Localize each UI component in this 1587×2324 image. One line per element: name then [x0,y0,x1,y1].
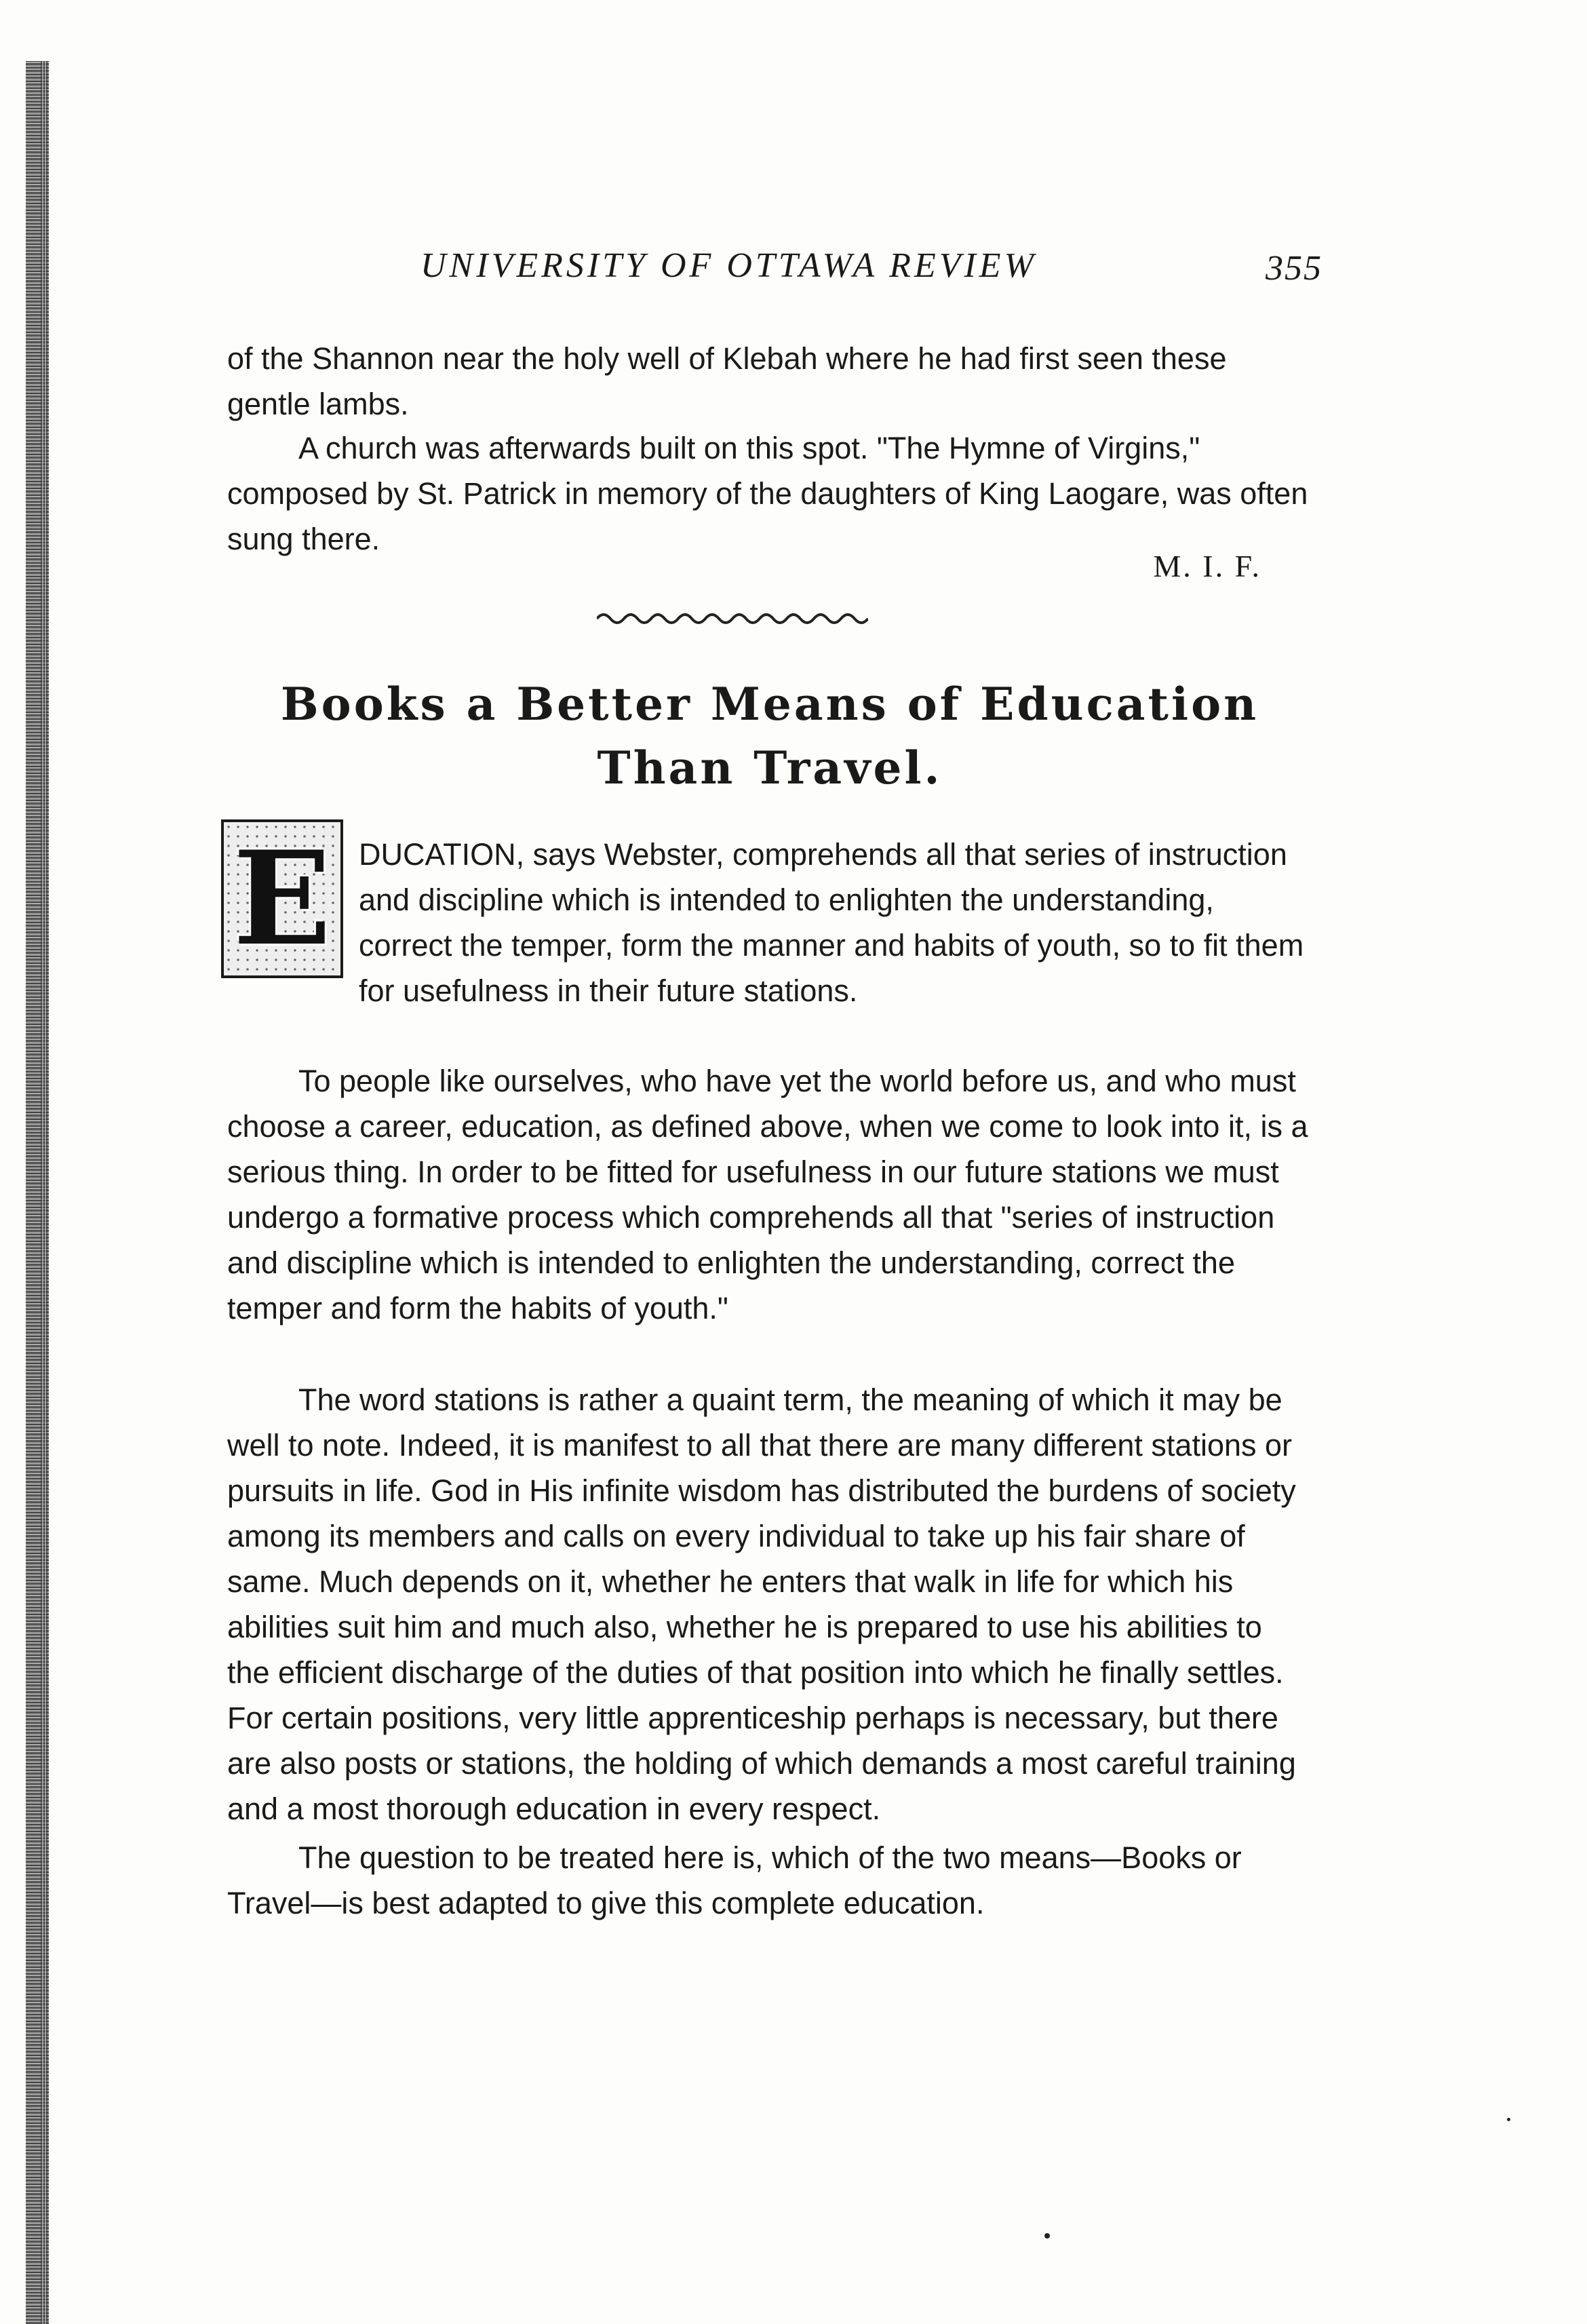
article-paragraph-1-text: DUCATION, says Webster, comprehends all that series of instruction and discipline which is intended to enlighten the understanding, correct the temper, form the manner and habits of youth, so to fit them for usefulness in their future stations. [359,837,1304,1008]
article-paragraph-2: To people like ourselves, who have yet the world before us, and who must choose a career, education, as defined above, when we come to look into it, is a serious thing. In order to be fitted for usefulness in our future stations we must undergo a formative process which comprehends all that "series of instruction and discipline which is intended to enlighten the understanding, correct the temper and form the habits of youth." [227,1064,1308,1325]
author-signature: M. I. F. [1153,549,1261,583]
article-title-line-1: Books a Better Means of Education [280,678,1259,731]
speck [1507,2118,1510,2121]
article-title-line-2: Than Travel. [597,741,943,794]
article-paragraph-4: The question to be treated here is, which of the two means—Books or Travel—is best adapted to give this complete education. [227,1840,1242,1920]
speck [1044,2233,1050,2239]
wavy-divider-ornament [597,609,868,627]
previous-article-paragraph-2: A church was afterwards built on this spot. "The Hymne of Virgins," composed by St. Patrick in memory of the daughters of King Laogare, was often sung there. [227,431,1308,556]
drop-cap-letter: E [233,823,332,974]
article-paragraph-3: The word stations is rather a quaint term, the meaning of which it may be well to note. Indeed, it is manifest to all that there are many different stations or pursuits in life. God in His infinite wisdom has distributed the burdens of society among its members and calls on every individual to take up his fair share of same. Much depends on it, whether he enters that walk in life for which his abilities suit him and much also, whether he is prepared to use his abilities to the efficient discharge of the duties of that position into which he finally settles. For certain positions, very little apprenticeship perhaps is necessary, but there are also posts or stations, the holding of which demands a most careful training and a most thorough education in every respect. [227,1382,1296,1826]
running-title: UNIVERSITY OF OTTAWA REVIEW [420,246,1037,285]
page-number: 355 [1266,249,1322,288]
drop-cap-spacer [227,819,349,975]
article-paragraph-1 [227,832,1312,1013]
running-header [420,246,1322,300]
book-gutter-shadow [41,61,47,2324]
previous-article-paragraph-1: of the Shannon near the holy well of Klebah where he had first seen these gentle lambs. [227,341,1227,421]
